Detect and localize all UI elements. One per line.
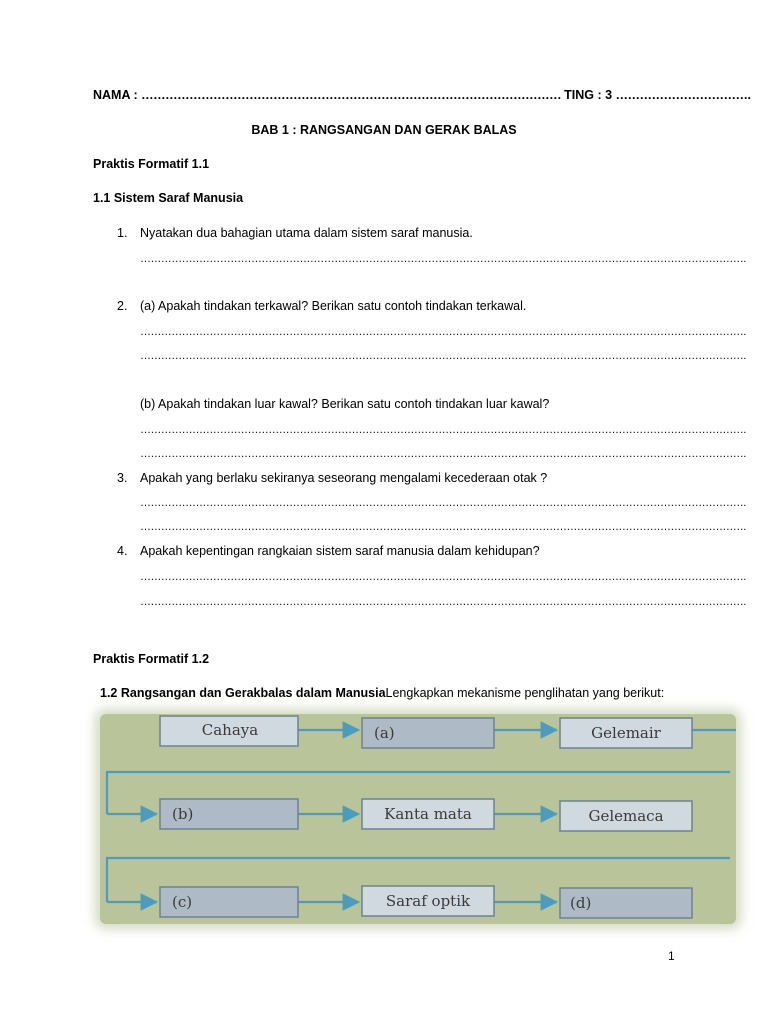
question-number: 1. xyxy=(117,226,128,240)
label-b: (b) xyxy=(172,805,194,823)
name-line xyxy=(93,88,751,102)
section-heading-1: Praktis Formatif 1.1 xyxy=(93,157,210,171)
answer-line[interactable]: …………………………………………………………………………………………………………………………………………………………. xyxy=(140,424,746,436)
question-number: 4. xyxy=(117,544,128,558)
answer-line[interactable]: …………………………………………………………………………………………………………………………………………………………. xyxy=(140,253,746,265)
question-text: (b) Apakah tindakan luar kawal? Berikan satu contoh tindakan luar kawal? xyxy=(140,397,550,411)
question-text: Nyatakan dua bahagian utama dalam sistem saraf manusia. xyxy=(140,226,473,240)
question-number: 3. xyxy=(117,471,128,485)
label-a: (a) xyxy=(374,724,395,742)
diagram-svg xyxy=(100,714,736,924)
answer-line[interactable]: …………………………………………………………………………………………………………………………………………………………. xyxy=(140,497,746,509)
answer-line[interactable]: …………………………………………………………………………………………………………………………………………………………. xyxy=(140,326,746,338)
answer-line[interactable]: …………………………………………………………………………………………………………………………………………………………. xyxy=(140,448,746,460)
page-title: BAB 1 : RANGSANGAN DAN GERAK BALAS xyxy=(251,123,517,137)
subheading-instruction: Lengkapkan mekanisme penglihatan yang berikut: xyxy=(385,686,665,700)
label-kanta-mata: Kanta mata xyxy=(384,805,472,823)
label-d: (d) xyxy=(570,894,592,912)
vision-mechanism-diagram xyxy=(100,714,736,924)
label-cahaya: Cahaya xyxy=(201,721,259,739)
page-number: 1 xyxy=(668,949,675,963)
section-subheading-1: 1.1 Sistem Saraf Manusia xyxy=(93,191,244,205)
ting-dots: ……………………………. xyxy=(615,88,751,102)
answer-line[interactable]: …………………………………………………………………………………………………………………………………………………………. xyxy=(140,596,746,608)
label-c: (c) xyxy=(172,893,193,911)
section-heading-2: Praktis Formatif 1.2 xyxy=(93,652,210,666)
ting-label: TING : 3 xyxy=(564,88,616,102)
question-text: Apakah yang berlaku sekiranya seseorang mengalami kecederaan otak ? xyxy=(140,471,548,485)
answer-line[interactable]: …………………………………………………………………………………………………………………………………………………………. xyxy=(140,350,746,362)
question-text: Apakah kepentingan rangkaian sistem saraf manusia dalam kehidupan? xyxy=(140,544,540,558)
question-number: 2. xyxy=(117,299,128,313)
answer-line[interactable]: …………………………………………………………………………………………………………………………………………………………. xyxy=(140,521,746,533)
nama-dots: …………………………………………………………………………………………… xyxy=(141,88,565,102)
answer-line[interactable]: …………………………………………………………………………………………………………………………………………………………. xyxy=(140,571,746,583)
label-gelemair: Gelemair xyxy=(591,724,661,742)
subheading-bold: 1.2 Rangsangan dan Gerakbalas dalam Manusia xyxy=(100,686,386,700)
nama-label: NAMA : xyxy=(93,88,142,102)
section-subheading-2 xyxy=(100,686,664,700)
label-saraf-optik: Saraf optik xyxy=(385,892,471,910)
label-gelemaca: Gelemaca xyxy=(588,807,664,825)
question-text: (a) Apakah tindakan terkawal? Berikan satu contoh tindakan terkawal. xyxy=(140,299,527,313)
